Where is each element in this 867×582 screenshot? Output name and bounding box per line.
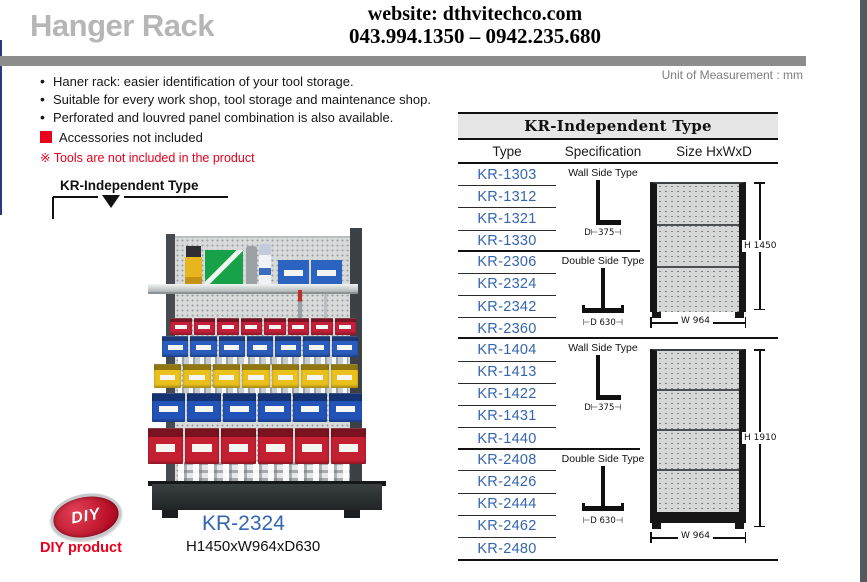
storage-bin <box>293 393 326 422</box>
storage-bin <box>311 318 333 335</box>
table-column-headers <box>458 140 778 162</box>
rack-base <box>152 484 382 510</box>
column-header-specification: Specification <box>564 143 642 159</box>
product-model: KR-2324 <box>202 512 285 535</box>
bin-row <box>170 318 356 335</box>
spec-wall-side <box>556 339 650 448</box>
storage-bin <box>221 428 256 464</box>
table-row <box>458 296 556 318</box>
rack-foot <box>344 510 360 518</box>
product-size: H1450xW964xD630 <box>186 538 321 555</box>
type-code: KR-1303 <box>477 166 537 183</box>
storage-bin <box>148 428 183 464</box>
table-row <box>458 231 556 252</box>
table-row <box>458 164 556 186</box>
feature-bullet: • Perforated and louvred panel combination is also available. <box>40 110 460 125</box>
table-row <box>458 516 556 538</box>
storage-bin <box>219 336 245 357</box>
storage-bin <box>335 318 357 335</box>
table-row <box>458 252 556 274</box>
diy-badge-icon <box>47 488 126 546</box>
section-label: KR-Independent Type <box>60 178 199 193</box>
storage-bin <box>247 336 273 357</box>
storage-bin <box>185 428 220 464</box>
table-title: KR-Independent Type <box>458 112 778 140</box>
bin-row <box>152 393 362 422</box>
type-code: KR-2360 <box>477 320 537 337</box>
storage-bin <box>331 428 366 464</box>
diy-badge-text: DIY <box>69 505 102 528</box>
spec-label: Wall Side Type <box>568 167 638 179</box>
storage-bin <box>162 336 188 357</box>
rack-foot <box>162 510 178 518</box>
storage-bin <box>217 318 239 335</box>
spec-label: Double Side Type <box>561 255 645 267</box>
red-square-icon <box>40 131 52 143</box>
type-code: KR-2426 <box>477 473 537 490</box>
wall-side-type-icon <box>583 180 623 227</box>
type-code: KR-2462 <box>477 518 537 535</box>
storage-bin <box>301 364 328 388</box>
website-line: website: dthvitechco.com <box>367 3 583 25</box>
table-row <box>458 274 556 296</box>
header-divider-bar <box>0 56 806 66</box>
shelf-item-spray-can <box>246 246 257 284</box>
table-row <box>458 471 556 493</box>
panel-diagram <box>650 349 746 523</box>
width-dimension-label: W 964 <box>678 531 713 541</box>
spec-depth-label: ⊢D 630⊣ <box>582 318 624 328</box>
type-code: KR-1440 <box>477 430 537 447</box>
table-row <box>458 186 556 208</box>
type-column <box>458 164 556 559</box>
storage-bin <box>303 336 329 357</box>
type-code: KR-1330 <box>477 233 537 250</box>
spec-depth-label: D⊢375⊣ <box>584 403 622 413</box>
size-diagram-1910 <box>650 337 778 559</box>
spec-table <box>458 112 778 561</box>
type-code: KR-2408 <box>477 451 537 468</box>
spec-double-side <box>556 252 650 337</box>
storage-bin <box>170 318 192 335</box>
storage-bin <box>187 393 220 422</box>
storage-bin <box>183 364 210 388</box>
table-body <box>458 162 778 561</box>
storage-bin <box>194 318 216 335</box>
panel-diagram <box>650 182 746 312</box>
accessories-note: Accessories not included <box>59 129 203 145</box>
table-row <box>458 449 556 471</box>
feature-list <box>40 74 460 165</box>
storage-bin <box>258 393 291 422</box>
table-row <box>458 362 556 384</box>
shelf-item-box <box>205 250 243 284</box>
width-dimension-label: W 964 <box>678 316 713 326</box>
type-code: KR-2480 <box>477 540 537 557</box>
product-photo <box>146 226 398 522</box>
type-code: KR-1413 <box>477 364 537 381</box>
spec-label: Double Side Type <box>561 453 645 465</box>
shelf-item-spray-can <box>259 244 271 284</box>
double-side-type-icon <box>579 466 627 515</box>
wall-side-type-icon <box>583 355 623 402</box>
storage-bin <box>241 318 263 335</box>
storage-bin <box>272 364 299 388</box>
type-code: KR-2444 <box>477 496 537 513</box>
storage-bin <box>242 364 269 388</box>
contact-block <box>325 3 625 48</box>
table-row <box>458 494 556 516</box>
page-title: Hanger Rack <box>30 8 215 43</box>
storage-bin <box>258 428 293 464</box>
type-code: KR-1422 <box>477 386 537 403</box>
bin-row <box>154 364 358 388</box>
column-header-size: Size HxWxD <box>676 143 752 159</box>
storage-bin <box>223 393 256 422</box>
type-code: KR-2324 <box>477 276 537 293</box>
storage-bin <box>331 364 358 388</box>
storage-bin <box>264 318 286 335</box>
section-pointer-bracket <box>52 195 234 221</box>
spec-depth-label: ⊢D 630⊣ <box>582 516 624 526</box>
table-row <box>458 208 556 230</box>
table-row <box>458 538 556 559</box>
type-code: KR-1404 <box>477 341 537 358</box>
rack-shelf <box>148 284 358 292</box>
size-diagram-1450 <box>650 164 778 337</box>
storage-bin <box>213 364 240 388</box>
left-accent-line <box>0 40 2 215</box>
feature-bullet: • Haner rack: easier identification of your tool storage. <box>40 74 460 89</box>
storage-bin <box>152 393 185 422</box>
storage-bin <box>332 336 358 357</box>
diy-caption: DIY product <box>40 540 122 556</box>
storage-bin <box>190 336 216 357</box>
shelf-item-bins <box>278 260 342 284</box>
accessories-note-row <box>40 130 460 145</box>
storage-bin <box>295 428 330 464</box>
storage-bin <box>329 393 362 422</box>
type-code: KR-2306 <box>477 254 537 271</box>
bin-row <box>162 336 358 357</box>
shelf-item-box <box>185 257 202 284</box>
bin-row <box>148 428 366 464</box>
type-code: KR-1431 <box>477 408 537 425</box>
feature-bullet: • Suitable for every work shop, tool storage and maintenance shop. <box>40 92 460 107</box>
type-code: KR-1312 <box>477 188 537 205</box>
table-row <box>458 428 556 449</box>
storage-bin <box>288 318 310 335</box>
spec-label: Wall Side Type <box>568 342 638 354</box>
type-code: KR-2342 <box>477 298 537 315</box>
spec-depth-label: D⊢375⊣ <box>584 228 622 238</box>
phone-line: 043.994.1350 – 0942.235.680 <box>349 24 601 48</box>
table-row <box>458 384 556 406</box>
unit-of-measurement-note: Unit of Measurement : mm <box>661 68 803 82</box>
table-row <box>458 406 556 428</box>
storage-bin <box>275 336 301 357</box>
right-edge-bar <box>860 0 867 582</box>
height-dimension-label: H 1450 <box>744 241 777 251</box>
column-header-type: Type <box>492 143 522 159</box>
spec-double-side <box>556 450 650 558</box>
height-dimension-label: H 1910 <box>744 433 777 443</box>
spec-wall-side <box>556 164 650 250</box>
tools-note: ※ Tools are not included in the product <box>40 150 255 165</box>
type-code: KR-1321 <box>477 210 537 227</box>
storage-bin <box>154 364 181 388</box>
double-side-type-icon <box>579 268 627 317</box>
table-row <box>458 339 556 361</box>
